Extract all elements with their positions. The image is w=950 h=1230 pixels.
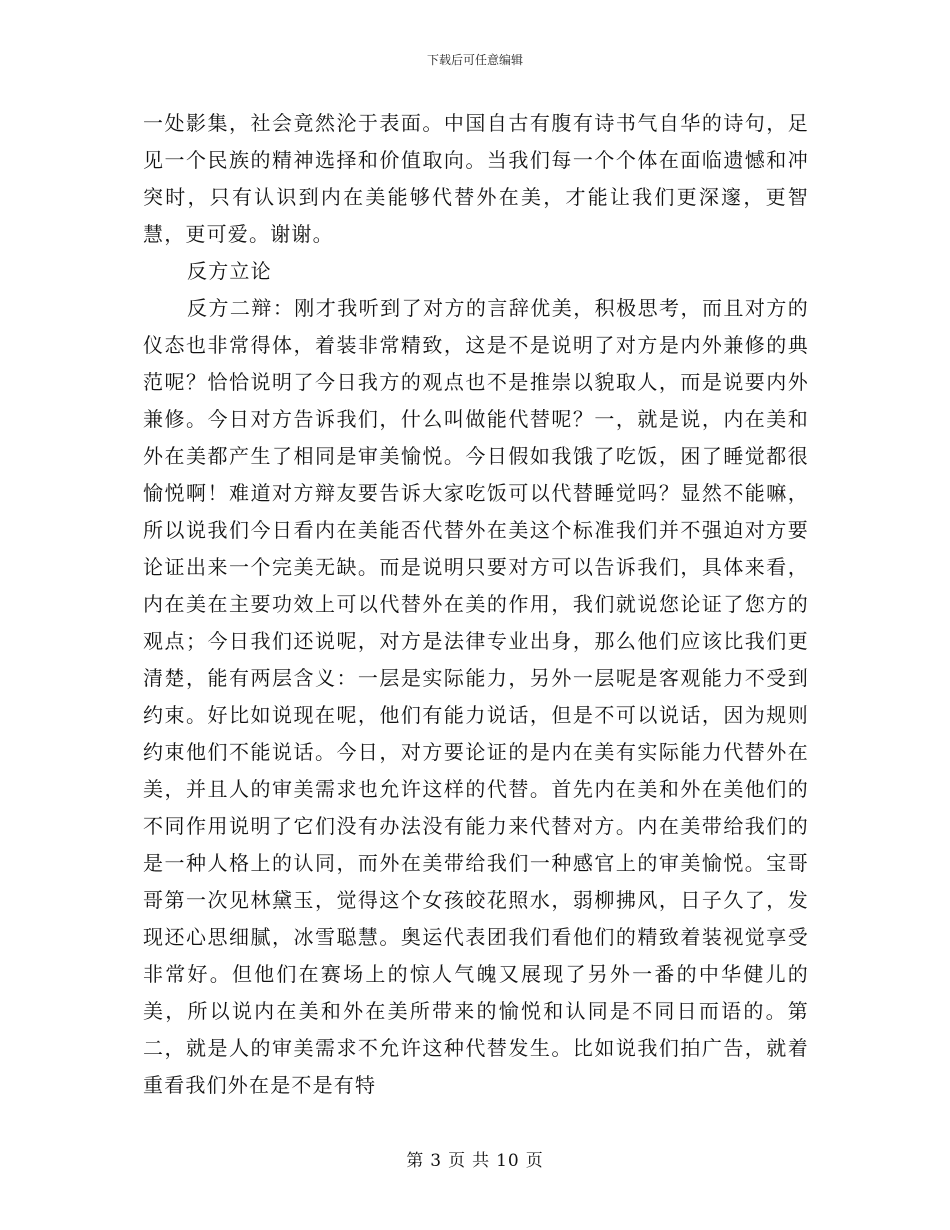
footer-page-number: 3 — [430, 1151, 443, 1171]
page-footer — [0, 1150, 950, 1172]
document-body — [143, 105, 809, 1104]
footer-total-suffix: 页 — [525, 1151, 544, 1171]
paragraph-con-second-debater: 反方二辩：刚才我听到了对方的言辞优美，积极思考，而且对方的仪态也非常得体，着装非常精致，这是不是说明了对方是内外兼修的典范呢？恰恰说明了今日我方的观点也不是推崇以貌取人，而是说要内外兼修。今日对方告诉我们，什么叫做能代替呢？一，就是说，内在美和外在美都产生了相同是审美愉悦。今日假如我饿了吃饭，困了睡觉都很愉悦啊！难道对方辩友要告诉大家吃饭可以代替睡觉吗？显然不能嘛，所以说我们今日看内在美能否代替外在美这个标准我们并不强迫对方要论证出来一个完美无缺。而是说明只要对方可以告诉我们，具体来看，内在美在主要功效上可以代替外在美的作用，我们就说您论证了您方的观点；今日我们还说呢，对方是法律专业出身，那么他们应该比我们更清楚，能有两层含义：一层是实际能力，另外一层呢是客观能力不受到约束。好比如说现在呢，他们有能力说话，但是不可以说话，因为规则约束他们不能说话。今日，对方要论证的是内在美有实际能力代替外在美，并且人的审美需求也允许这样的代替。首先内在美和外在美他们的不同作用说明了它们没有办法没有能力来代替对方。内在美带给我们的是一种人格上的认同，而外在美带给我们一种感官上的审美愉悦。宝哥哥第一次见林黛玉，觉得这个女孩皎花照水，弱柳拂风，日子久了，发现还心思细腻，冰雪聪慧。奥运代表团我们看他们的精致着装视觉享受非常好。但他们在赛场上的惊人气魄又展现了另外一番的中华健儿的美，所以说内在美和外在美所带来的愉悦和认同是不同日而语的。第二，就是人的审美需求不允许这种代替发生。比如说我们拍广告，就着重看我们外在是不是有特 — [143, 296, 809, 1097]
footer-page-prefix: 第 — [406, 1151, 425, 1171]
footer-total-prefix: 共 — [472, 1151, 491, 1171]
footer-page-mid: 页 — [448, 1151, 467, 1171]
section-heading-con-side: 反方立论 — [187, 259, 272, 283]
page-header-note: 下载后可任意编辑 — [426, 53, 523, 67]
paragraph-opening: 一处影集，社会竟然沦于表面。中国自古有腹有诗书气自华的诗句，足见一个民族的精神选择和价值取向。当我们每一个个体在面临遗憾和冲突时，只有认识到内在美能够代替外在美，才能让我们更深邃，更智慧，更可爱。谢谢。 — [143, 111, 809, 246]
footer-total-pages: 10 — [496, 1151, 520, 1171]
